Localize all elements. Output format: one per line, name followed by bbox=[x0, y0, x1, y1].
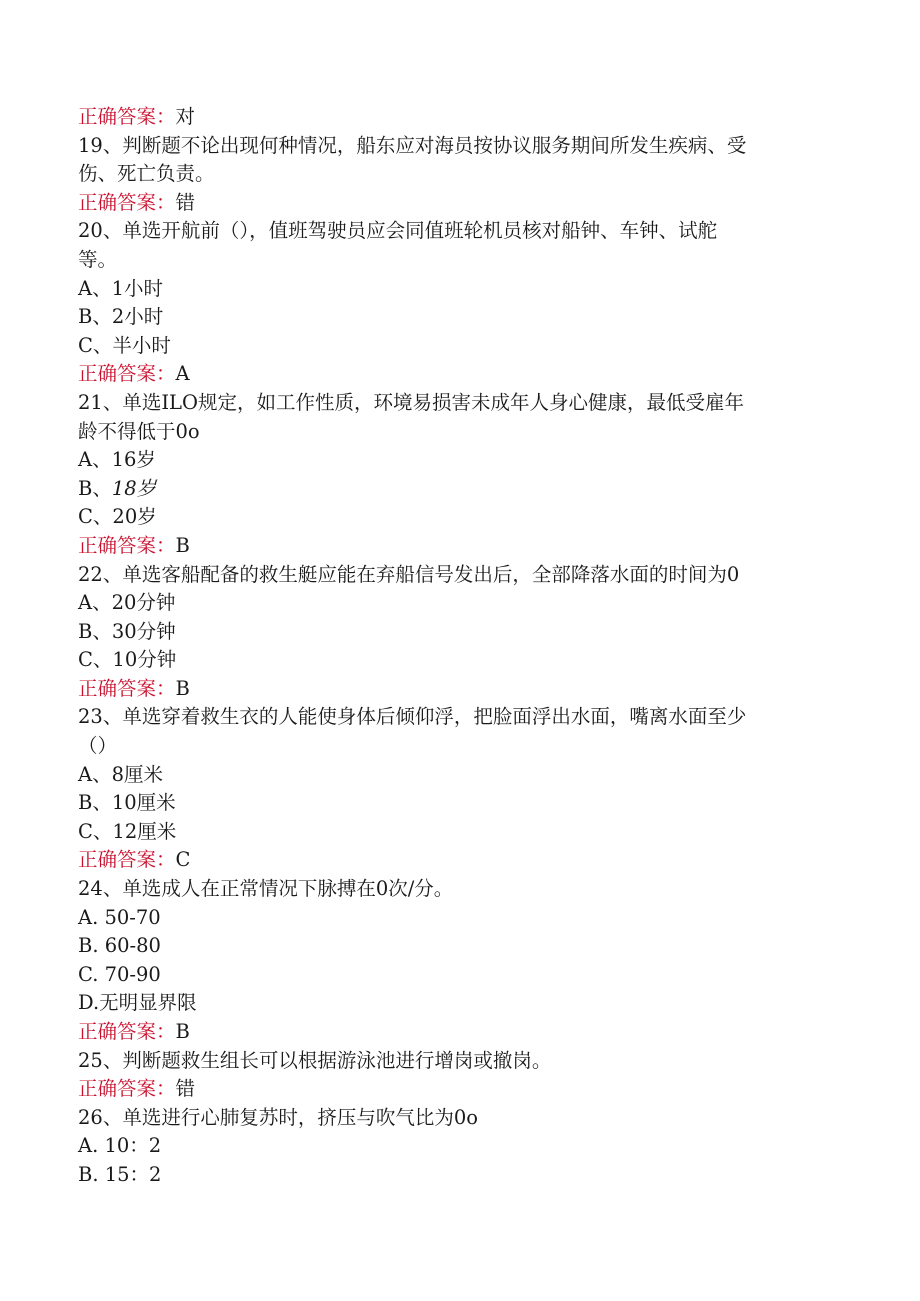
text-line: 21、单选ILO规定，如工作性质，环境易损害未成年人身心健康，最低受雇年 bbox=[78, 390, 744, 414]
answer-line bbox=[78, 675, 838, 704]
answer-label: 正确答案： bbox=[78, 362, 176, 386]
text-line: D.无明显界限 bbox=[78, 991, 197, 1015]
text-line: 24、单选成人在正常情况下脉搏在0次/分。 bbox=[78, 877, 454, 901]
text-line: 伤、死亡负责。 bbox=[78, 162, 215, 186]
answer-line bbox=[78, 1018, 838, 1047]
document-page bbox=[78, 103, 838, 1190]
text-line: C、12厘米 bbox=[78, 819, 177, 843]
text-line: A、8厘米 bbox=[78, 762, 163, 786]
answer-label: 正确答案： bbox=[78, 533, 176, 557]
answer-value: B bbox=[175, 1020, 190, 1043]
answer-value: 错 bbox=[175, 1077, 196, 1101]
answer-label: 正确答案： bbox=[78, 676, 176, 700]
answer-line bbox=[78, 189, 838, 218]
text-line: 22、单选客船配备的救生艇应能在弃船信号发出后，全部降落水面的时间为0 bbox=[78, 562, 740, 586]
answer-line bbox=[78, 846, 838, 875]
text-line: C、20岁 bbox=[78, 505, 157, 529]
answer-value: C bbox=[175, 848, 191, 872]
text-line: A. 50-70 bbox=[78, 905, 161, 929]
text-line: 20、单选开航前（），值班驾驶员应会同值班轮机员核对船钟、车钟、试舵 bbox=[78, 219, 718, 243]
text-line: B、30分钟 bbox=[78, 619, 176, 643]
text-line: C、10分钟 bbox=[78, 648, 177, 672]
text-line: 26、单选进行心肺复苏时，挤压与吹气比为0o bbox=[78, 1105, 478, 1129]
answer-value: B bbox=[175, 533, 190, 557]
text-line: A. 10：2 bbox=[78, 1134, 162, 1158]
text-line: C. 70-90 bbox=[78, 962, 161, 986]
text-line: A、20分钟 bbox=[78, 591, 176, 615]
answer-line bbox=[78, 103, 838, 132]
text-line: C、半小时 bbox=[78, 333, 171, 357]
answer-value: 对 bbox=[175, 105, 196, 128]
answer-line bbox=[78, 360, 838, 389]
option-text: 18岁 bbox=[111, 476, 157, 500]
text-line: B. 60-80 bbox=[78, 934, 161, 958]
text-line: B. 15：2 bbox=[78, 1162, 162, 1186]
text-line: 19、判断题不论出现何种情况，船东应对海员按协议服务期间所发生疾病、受 bbox=[78, 133, 747, 157]
answer-label: 正确答案： bbox=[78, 848, 176, 872]
text-line: B、10厘米 bbox=[78, 791, 176, 815]
text-line: 25、判断题救生组长可以根据游泳池进行增岗或撤岗。 bbox=[78, 1048, 552, 1072]
text-line: 龄不得低于0o bbox=[78, 419, 200, 443]
answer-value: 错 bbox=[175, 190, 196, 214]
text-line: （） bbox=[78, 734, 118, 758]
option-line bbox=[78, 475, 838, 504]
answer-label: 正确答案： bbox=[78, 105, 176, 128]
option-prefix: B、 bbox=[78, 476, 112, 500]
text-line: A、1小时 bbox=[78, 276, 163, 300]
answer-label: 正确答案： bbox=[78, 190, 176, 214]
answer-label: 正确答案： bbox=[78, 1077, 176, 1101]
text-line: 等。 bbox=[78, 247, 118, 271]
answer-label: 正确答案： bbox=[78, 1020, 176, 1043]
text-line: B、2小时 bbox=[78, 305, 164, 329]
text-line: 23、单选穿着救生衣的人能使身体后倾仰浮，把脸面浮出水面，嘴离水面至少 bbox=[78, 705, 747, 729]
answer-value: A bbox=[175, 362, 190, 386]
answer-line bbox=[78, 1075, 838, 1104]
answer-value: B bbox=[175, 676, 190, 700]
text-line: A、16岁 bbox=[78, 448, 156, 472]
answer-line bbox=[78, 532, 838, 561]
